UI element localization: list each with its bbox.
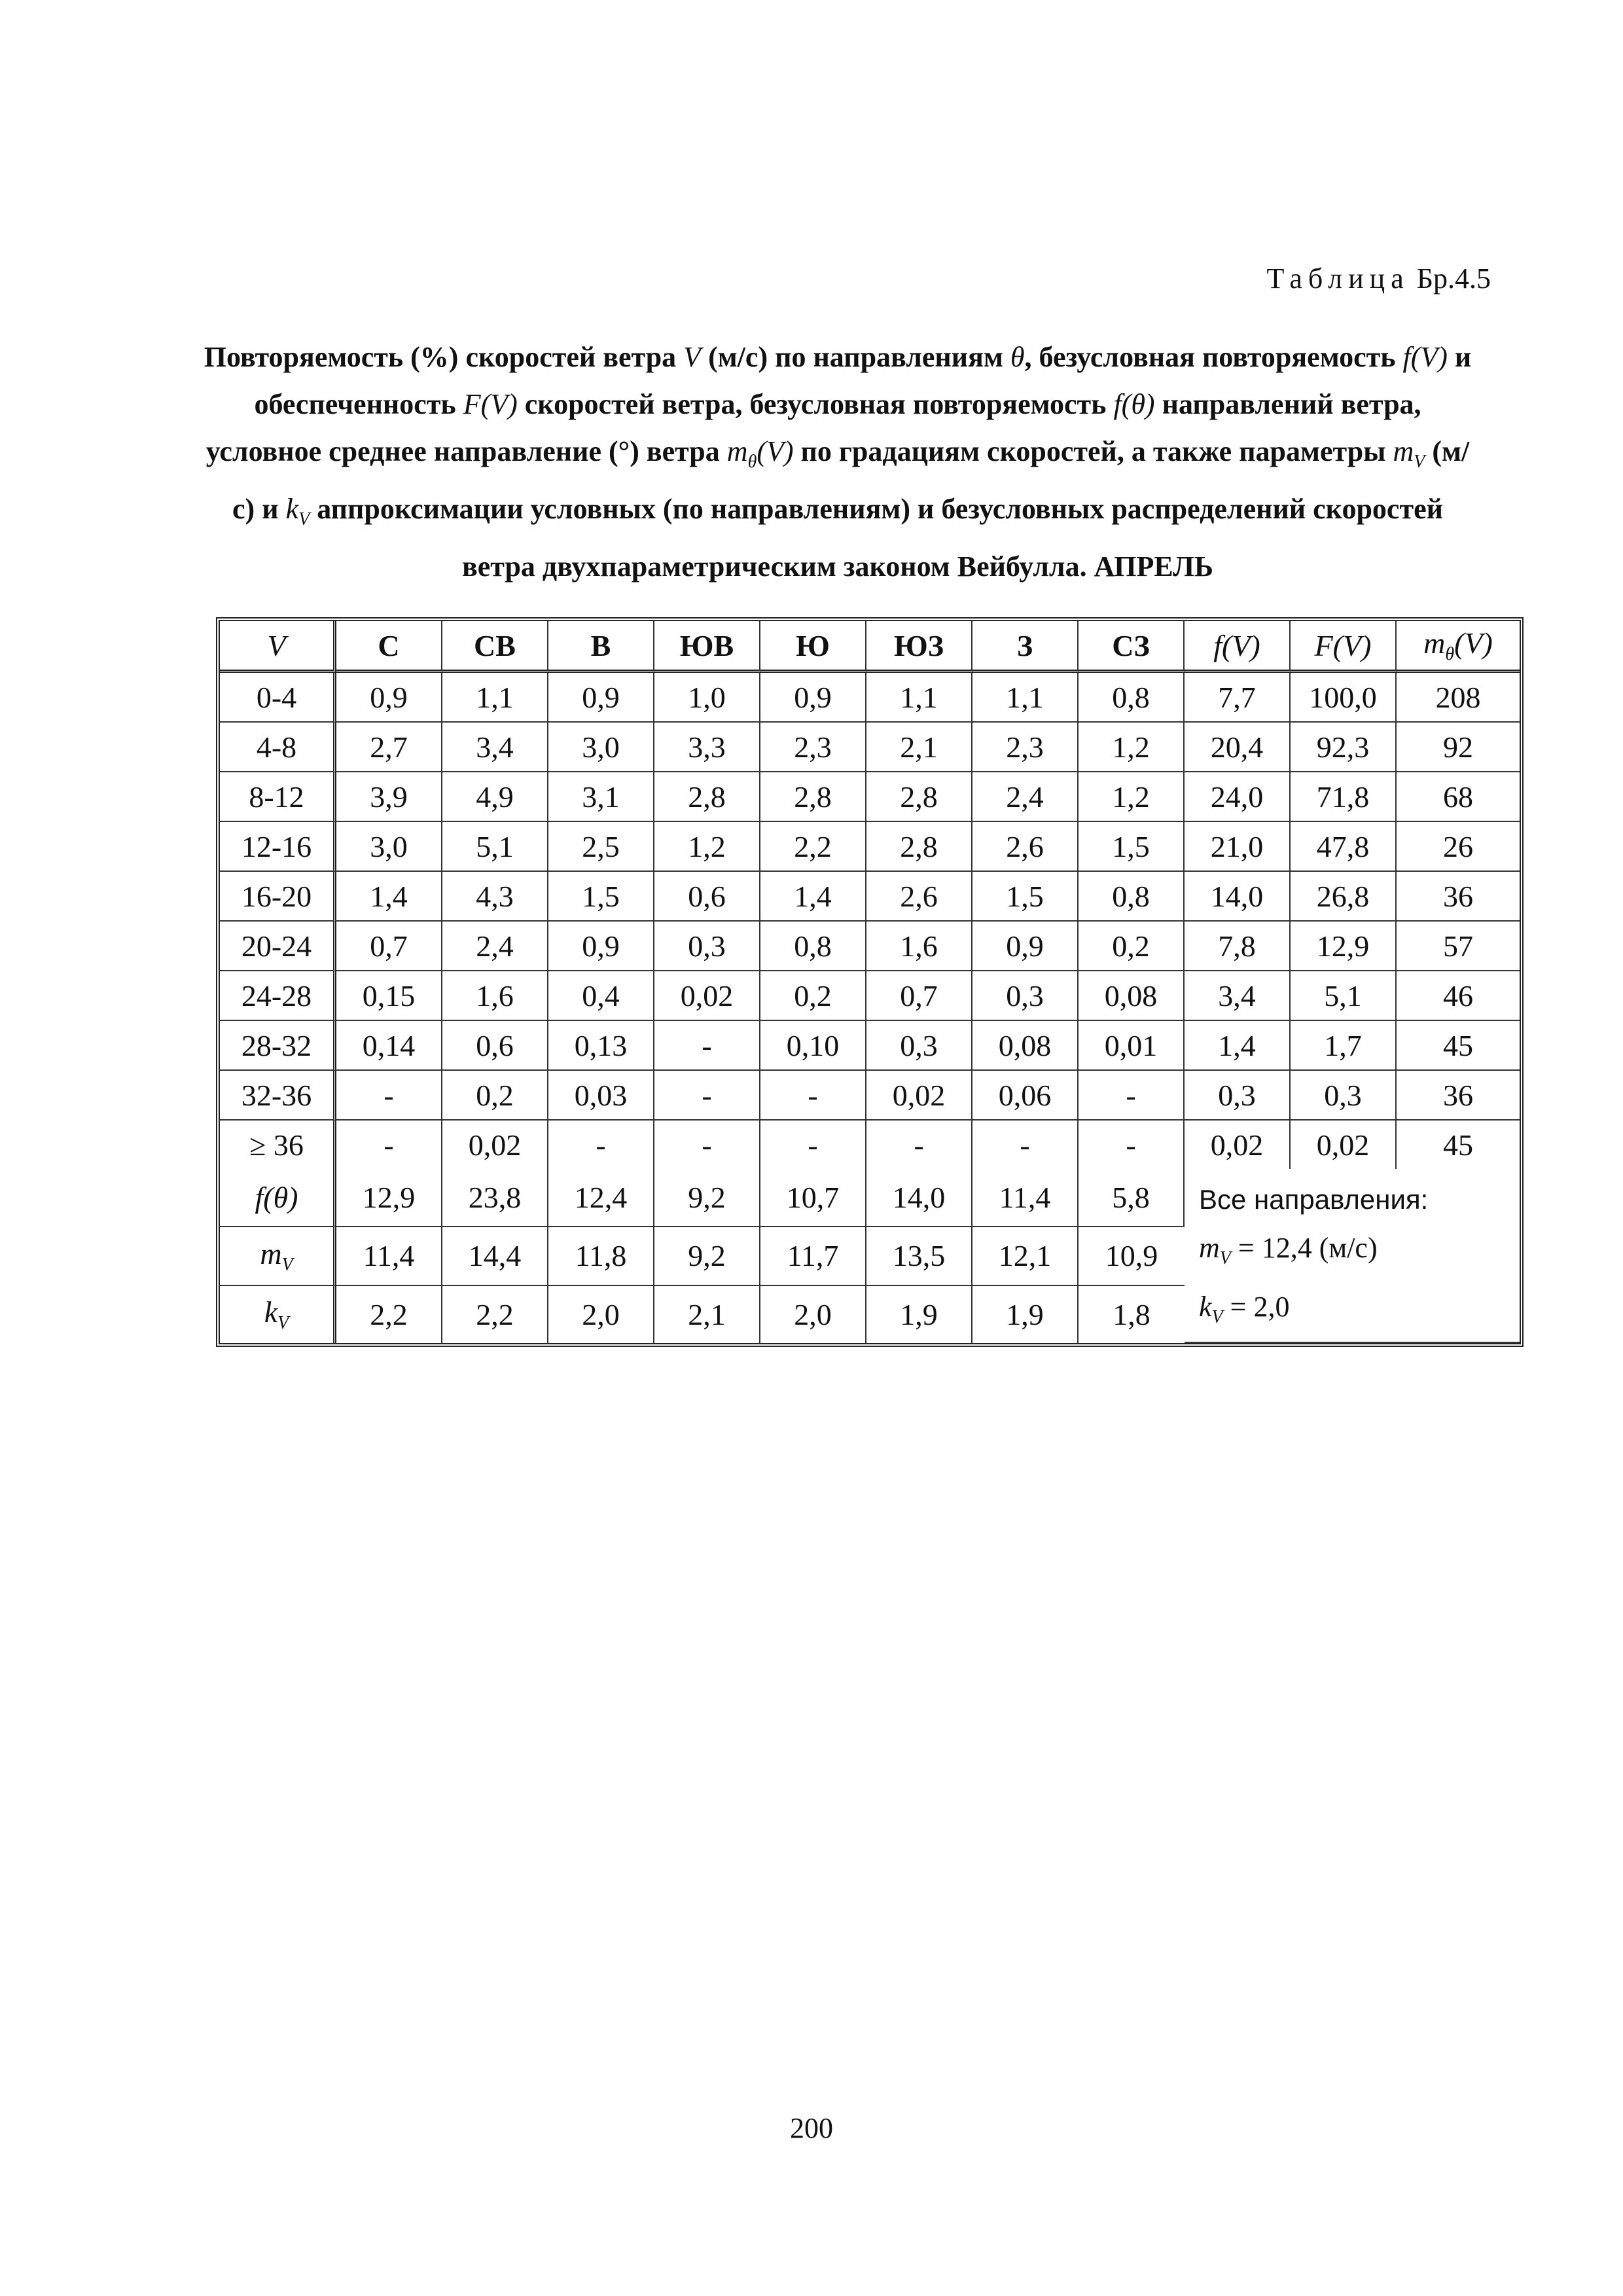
table-cell: 1,4: [1185, 1021, 1291, 1071]
row-label-sub: V: [277, 1313, 289, 1334]
table-cell: 5,1: [1291, 971, 1397, 1021]
table-cell: 92: [1397, 723, 1520, 772]
row-label-speed: 16-20: [220, 872, 336, 922]
table-cell: 0,2: [442, 1071, 548, 1121]
row-label-speed: 4-8: [220, 723, 336, 772]
table-cell: 1,5: [548, 872, 654, 922]
table-cell: 7,7: [1185, 673, 1291, 723]
caption-text: Повторяемость (%) скоростей ветра: [204, 341, 684, 373]
table-cell: 26: [1397, 822, 1520, 872]
row-label-speed: 28-32: [220, 1021, 336, 1071]
table-cell: 0,06: [972, 1071, 1079, 1121]
table-cell: 2,2: [760, 822, 866, 872]
table-cell: 0,8: [1079, 673, 1185, 723]
table-cell: 1,2: [1079, 723, 1185, 772]
caption-symbol-sub: V: [1414, 451, 1425, 472]
caption-text: аппроксимации условных (по направлениям) и безусловных распределений скоростей ветра двухпараметрическим законом Вейбулла. АПРЕЛЬ: [310, 492, 1443, 583]
table-cell: 57: [1397, 922, 1520, 971]
table-cell: 0,02: [1185, 1121, 1291, 1169]
table-cell: 2,8: [866, 822, 972, 872]
table-cell: 3,1: [548, 772, 654, 822]
row-label-sub: V: [281, 1255, 293, 1276]
header-symbol-sub: θ: [1445, 644, 1455, 665]
caption-text: скоростей ветра, безусловная повторяемость: [517, 388, 1114, 420]
table-cell: 0,01: [1079, 1021, 1185, 1071]
table-cell: 68: [1397, 772, 1520, 822]
table-cell: 3,9: [336, 772, 442, 822]
table-cell: -: [1079, 1071, 1185, 1121]
summary-symbol: k: [1199, 1290, 1212, 1323]
table-row-f-theta: [220, 1169, 1520, 1227]
table-cell: 1,1: [442, 673, 548, 723]
caption-symbol-v: V: [683, 341, 702, 373]
table-cell: 92,3: [1291, 723, 1397, 772]
table-row: [220, 872, 1520, 922]
table-cell: 2,1: [654, 1286, 760, 1343]
header-cell-mtheta: [1397, 621, 1520, 673]
table-cell: 36: [1397, 1071, 1520, 1121]
table-cell: 2,4: [972, 772, 1079, 822]
table-cell: 1,0: [654, 673, 760, 723]
table-cell: 2,3: [972, 723, 1079, 772]
table-cell: 1,7: [1291, 1021, 1397, 1071]
table-cell: -: [654, 1071, 760, 1121]
table-cell: 0,2: [1079, 922, 1185, 971]
page-number: 200: [790, 2112, 833, 2144]
table-caption: [196, 334, 1479, 590]
table-cell: -: [1079, 1121, 1185, 1169]
summary-k-line: [1199, 1283, 1520, 1342]
table-cell: 0,3: [1291, 1071, 1397, 1121]
table-cell: 3,0: [548, 723, 654, 772]
summary-cell: [1185, 1169, 1520, 1343]
table-cell: 3,4: [442, 723, 548, 772]
table-cell: 0,02: [654, 971, 760, 1021]
table-cell: 4,9: [442, 772, 548, 822]
table-cell: -: [336, 1121, 442, 1169]
table-cell: 14,0: [1185, 872, 1291, 922]
table-cell: 1,4: [336, 872, 442, 922]
table-cell: 3,3: [654, 723, 760, 772]
table-row: [220, 723, 1520, 772]
table-cell: 12,1: [972, 1227, 1079, 1285]
table-cell: 0,7: [866, 971, 972, 1021]
table-cell: 46: [1397, 971, 1520, 1021]
table-cell: 36: [1397, 872, 1520, 922]
header-cell-direction: ЮЗ: [866, 621, 972, 673]
wind-speed-table: [216, 617, 1524, 1347]
table-cell: 1,2: [1079, 772, 1185, 822]
table-cell: 0,03: [548, 1071, 654, 1121]
table-cell: 100,0: [1291, 673, 1397, 723]
row-label-m-v: [220, 1227, 336, 1285]
table-cell: 14,0: [866, 1169, 972, 1227]
header-cell-direction: ЮВ: [654, 621, 760, 673]
header-cell-direction: СВ: [442, 621, 548, 673]
table-cell: -: [760, 1121, 866, 1169]
table-cell: 7,8: [1185, 922, 1291, 971]
caption-symbol-theta: θ: [1010, 341, 1025, 373]
caption-symbol-part: m: [726, 435, 748, 467]
table-cell: 0,9: [548, 922, 654, 971]
table-cell: 0,3: [866, 1021, 972, 1071]
table-cell: 0,4: [548, 971, 654, 1021]
table-cell: 3,0: [336, 822, 442, 872]
table-cell: 0,6: [654, 872, 760, 922]
row-label-symbol: k: [264, 1295, 278, 1329]
header-cell-direction: В: [548, 621, 654, 673]
table-cell: 11,7: [760, 1227, 866, 1285]
table-cell: 2,2: [336, 1286, 442, 1343]
caption-symbol-big-fv: F(V): [463, 388, 518, 420]
table-cell: 0,08: [1079, 971, 1185, 1021]
table-cell: -: [548, 1121, 654, 1169]
table-cell: -: [866, 1121, 972, 1169]
table-cell: 20,4: [1185, 723, 1291, 772]
table-cell: 1,6: [442, 971, 548, 1021]
table-cell: 2,7: [336, 723, 442, 772]
header-cell-direction: Ю: [760, 621, 866, 673]
table-cell: 2,4: [442, 922, 548, 971]
table-cell: 1,2: [654, 822, 760, 872]
table-cell: 11,4: [336, 1227, 442, 1285]
table-cell: 1,5: [972, 872, 1079, 922]
row-label-speed: 32-36: [220, 1071, 336, 1121]
row-label-speed: 24-28: [220, 971, 336, 1021]
table-cell: 10,9: [1079, 1227, 1185, 1285]
table-cell: 2,8: [654, 772, 760, 822]
table-cell: 12,9: [1291, 922, 1397, 971]
summary-symbol-sub: V: [1219, 1247, 1231, 1268]
table-cell: 0,08: [972, 1021, 1079, 1071]
row-label-symbol: m: [260, 1236, 282, 1270]
row-label-speed: 20-24: [220, 922, 336, 971]
header-cell-direction: С: [336, 621, 442, 673]
caption-text: , безусловная повторяемость: [1024, 341, 1403, 373]
table-row: [220, 822, 1520, 872]
caption-text: (м/с) и: [232, 435, 1470, 525]
table-cell: 0,10: [760, 1021, 866, 1071]
table-cell: 3,4: [1185, 971, 1291, 1021]
table-row: [220, 1121, 1520, 1169]
table-cell: 10,7: [760, 1169, 866, 1227]
header-cell-direction: З: [972, 621, 1079, 673]
table-cell: 45: [1443, 1128, 1473, 1162]
table-cell: 0,02: [442, 1121, 548, 1169]
table-cell: 0,02: [866, 1071, 972, 1121]
table-cell: 0,6: [442, 1021, 548, 1071]
table-cell: 5,1: [442, 822, 548, 872]
caption-symbol-part: (V): [757, 435, 794, 467]
table-cell: 1,1: [866, 673, 972, 723]
table-cell: 2,0: [548, 1286, 654, 1343]
row-label-k-v: [220, 1286, 336, 1343]
table-cell: 1,9: [972, 1286, 1079, 1343]
table-row: [220, 971, 1520, 1021]
caption-symbol-ftheta: f(θ): [1113, 388, 1155, 420]
table-cell: 11,8: [548, 1227, 654, 1285]
table-cell: 1,4: [760, 872, 866, 922]
table-cell: 0,3: [654, 922, 760, 971]
table-cell: 0,8: [760, 922, 866, 971]
caption-symbol-part: k: [285, 492, 299, 525]
table-cell: 2,8: [866, 772, 972, 822]
table-row: [220, 922, 1520, 971]
table-cell: 0,13: [548, 1021, 654, 1071]
table-cell: 0,9: [972, 922, 1079, 971]
row-label-speed: 12-16: [220, 822, 336, 872]
table-cell: 11,4: [972, 1169, 1079, 1227]
table-cell: 71,8: [1291, 772, 1397, 822]
table-cell: 2,6: [866, 872, 972, 922]
summary-m-value: = 12,4 (м/с): [1230, 1232, 1378, 1264]
table-cell: 2,3: [760, 723, 866, 772]
table-cell: 23,8: [442, 1169, 548, 1227]
table-cell: 1,9: [866, 1286, 972, 1343]
caption-symbol-fv: f(V): [1402, 341, 1448, 373]
table-cell: 5,8: [1079, 1169, 1185, 1227]
table-cell: -: [654, 1021, 760, 1071]
header-symbol: m: [1423, 626, 1446, 660]
table-cell: 2,1: [866, 723, 972, 772]
caption-text: (м/с) по направлениям: [701, 341, 1010, 373]
table-label: [1267, 262, 1491, 295]
summary-symbol-sub: V: [1211, 1306, 1223, 1327]
table-cell: 0,9: [548, 673, 654, 723]
table-cell: 2,0: [760, 1286, 866, 1343]
table-cell: 1,1: [972, 673, 1079, 723]
table-row: [220, 673, 1520, 723]
table-cell: -: [760, 1071, 866, 1121]
header-cell-v: V: [220, 621, 336, 673]
table-cell: 0,2: [760, 971, 866, 1021]
table-cell: 208: [1397, 673, 1520, 723]
row-label-speed: ≥ 36: [220, 1121, 336, 1169]
caption-symbol-sub: V: [298, 509, 310, 529]
table-cell: 26,8: [1291, 872, 1397, 922]
table-cell: 2,6: [972, 822, 1079, 872]
summary-title: Все направления:: [1199, 1184, 1429, 1215]
table-body: [220, 673, 1520, 1169]
table-cell: 2,8: [760, 772, 866, 822]
data-table-wrapper: [216, 617, 1524, 1347]
table-cell: 45: [1397, 1021, 1520, 1071]
caption-symbol-kv: [285, 492, 310, 529]
table-header-row: [220, 621, 1520, 673]
summary-symbol: m: [1199, 1232, 1220, 1264]
table-cell: 0,3: [1185, 1071, 1291, 1121]
table-cell: 0,3: [972, 971, 1079, 1021]
caption-symbol-mtheta: [726, 435, 794, 472]
table-cell: -: [336, 1071, 442, 1121]
caption-symbol-mv: [1393, 435, 1425, 472]
table-cell: 0,9: [760, 673, 866, 723]
summary-k-value: = 2,0: [1222, 1290, 1290, 1323]
header-symbol: (V): [1454, 626, 1493, 660]
table-cell: 4,3: [442, 872, 548, 922]
row-label-f-theta: f(θ): [220, 1169, 336, 1227]
table-label-word: Таблица: [1266, 262, 1410, 295]
table-cell: 14,4: [442, 1227, 548, 1285]
table-cell: 0,02: [1291, 1121, 1397, 1169]
table-cell: 47,8: [1291, 822, 1397, 872]
table-cell: -: [972, 1121, 1079, 1169]
header-cell-big-fv: F(V): [1291, 621, 1397, 673]
table-cell: 0,8: [1079, 872, 1185, 922]
table-cell: 1,5: [1079, 822, 1185, 872]
table-row: [220, 1071, 1520, 1121]
table-label-number: Бр.4.5: [1416, 262, 1491, 295]
table-cell: -: [654, 1121, 760, 1169]
table-row: [220, 772, 1520, 822]
table-cell: 1,8: [1113, 1297, 1150, 1331]
table-cell: 0,9: [336, 673, 442, 723]
table-cell: 2,2: [442, 1286, 548, 1343]
table-cell: 9,2: [654, 1227, 760, 1285]
header-cell-direction: СЗ: [1079, 621, 1185, 673]
caption-symbol-sub: θ: [747, 451, 757, 472]
table-cell: 12,9: [336, 1169, 442, 1227]
table-cell: 9,2: [654, 1169, 760, 1227]
table-cell: 0,14: [336, 1021, 442, 1071]
table-cell: 0,7: [336, 922, 442, 971]
row-label-speed: 0-4: [220, 673, 336, 723]
table-cell: 0,15: [336, 971, 442, 1021]
table-cell: 1,6: [866, 922, 972, 971]
caption-text: направлений ветра, условное среднее направление (°) ветра: [205, 388, 1421, 467]
row-label-speed: 8-12: [220, 772, 336, 822]
table-cell: 21,0: [1185, 822, 1291, 872]
table-cell: 12,4: [548, 1169, 654, 1227]
table-cell: 24,0: [1185, 772, 1291, 822]
table-cell: 13,5: [866, 1227, 972, 1285]
caption-symbol-part: m: [1393, 435, 1414, 467]
header-cell-fv: f(V): [1185, 621, 1291, 673]
summary-m-line: [1199, 1224, 1520, 1283]
table-row: [220, 1021, 1520, 1071]
table-cell: 2,5: [548, 822, 654, 872]
caption-text: по градациям скоростей, а также параметры: [793, 435, 1393, 467]
caption-text: и обеспеченность: [254, 341, 1472, 420]
